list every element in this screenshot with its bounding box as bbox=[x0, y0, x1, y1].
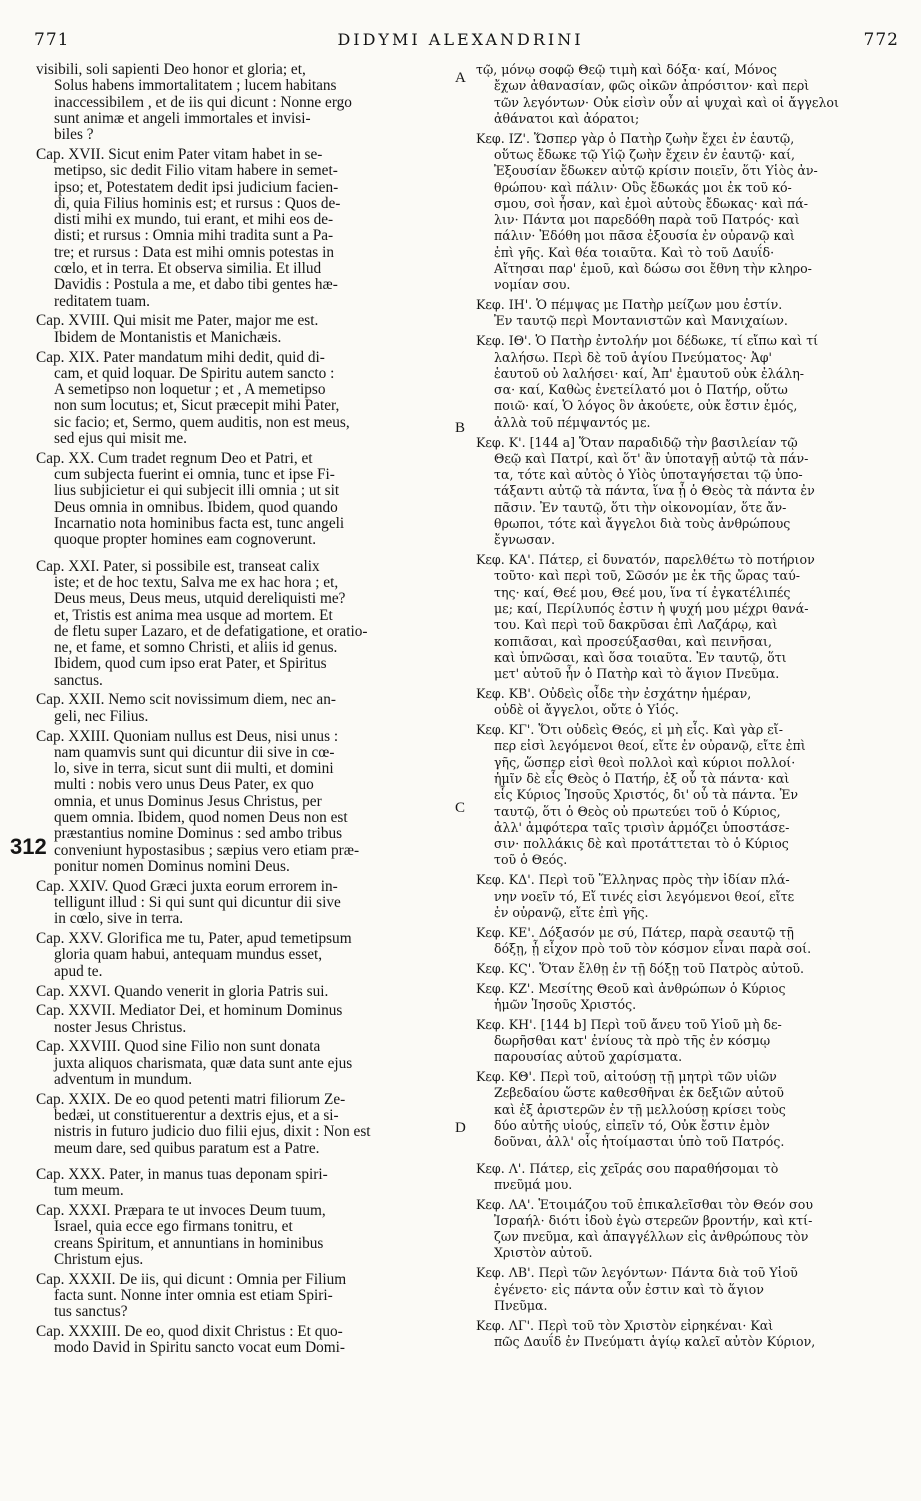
margin-letter-b: B bbox=[455, 420, 466, 436]
entry-line: biles ? bbox=[54, 126, 94, 144]
running-header bbox=[0, 0, 921, 60]
entry-line: nistris in futuro judicio duo filii ejus, dixit : Non est bbox=[54, 1123, 371, 1141]
entry-first-line: Κεφ. ΚΘ'. Περὶ τοῦ, αἰτούσῃ τῇ μητρὶ τῶν υἱῶν bbox=[476, 1069, 777, 1085]
entry-first-line: Κεφ. Λ'. Πάτερ, εἰς χεῖράς σου παραθήσομαι τὸ bbox=[476, 1160, 779, 1176]
entry-line: με; καί, Περίλυπός ἐστιν ἡ ψυχή μου μέχρι θανά- bbox=[494, 601, 809, 616]
entry-line: λαλήσω. Περὶ δὲ τοῦ ἁγίου Πνεύματος· Ἀφ' bbox=[494, 349, 772, 365]
entry-line: inaccessibilem , et de iis qui dicunt : Nonne ergo bbox=[54, 93, 352, 111]
entry-line: τοῦτο· καὶ περὶ τοῦ, Σῶσόν με ἐκ τῆς ὥρας ταύ- bbox=[494, 568, 800, 584]
latin-entry bbox=[36, 147, 454, 310]
latin-entry bbox=[36, 62, 454, 143]
entry-line: iste; et de hoc textu, Salva me ex hac hora ; et, bbox=[54, 573, 339, 591]
greek-entry bbox=[476, 925, 902, 958]
entry-line: de fletu super Lazaro, et de defatigatione, et oratio- bbox=[54, 622, 368, 640]
entry-line: creans Spiritum, et annuntians in hominibus bbox=[54, 1234, 324, 1252]
entry-line: κοπιᾶσαι, καὶ προσεύξασθαι, καὶ πεινῆσαι, bbox=[494, 633, 772, 649]
entry-line: ζων πνεῦμα, καὶ ἀπαγγέλλων εἰς ἀνθρώπους τὸν bbox=[494, 1229, 809, 1245]
entry-line: A semetipso non loquetur ; et , A memetipso bbox=[54, 381, 326, 399]
entry-line: Ἐν ταυτῷ περὶ Μοντανιστῶν καὶ Μανιχαίων. bbox=[494, 313, 788, 329]
entry-first-line: Κεφ. ΙΖ'. Ὥσπερ γὰρ ὁ Πατὴρ ζωὴν ἔχει ἐν ἑαυτῷ, bbox=[476, 130, 795, 146]
entry-line: Χριστὸν αὐτοῦ. bbox=[494, 1245, 593, 1261]
page-number-left: 771 bbox=[34, 30, 70, 50]
entry-line: ἐν οὐρανῷ, εἴτε ἐπὶ γῆς. bbox=[494, 904, 649, 920]
greek-entry bbox=[476, 1161, 902, 1194]
entry-first-line: Κεφ. ΚΑ'. Πάτερ, εἰ δυνατόν, παρελθέτω τὸ ποτήριον bbox=[476, 552, 815, 568]
greek-entry bbox=[476, 435, 902, 549]
entry-line: facta sunt. Nonne inter omnia est etiam Spiri- bbox=[54, 1287, 333, 1305]
entry-line: του. Καὶ περὶ τοῦ δακρῦσαι ἐπὶ Λαζάρῳ, καὶ bbox=[494, 617, 778, 633]
entry-line: ἐπὶ γῆς. Καὶ θέα τοιαῦτα. Καὶ τὸ τοῦ Δαυΐδ· bbox=[494, 244, 775, 260]
entry-first-line: Κεφ. ΙΘ'. Ὁ Πατὴρ ἐντολήν μοι δέδωκε, τί εἴπω καὶ τί bbox=[476, 333, 819, 349]
entry-line: cam, et quid loquar. De Spiritu autem sancto : bbox=[54, 364, 335, 382]
column-number: 312 bbox=[10, 834, 47, 859]
entry-first-line: Cap. XXXIII. De eo, quod dixit Christus : Et quo- bbox=[36, 1323, 343, 1341]
entry-line: tus sanctus? bbox=[54, 1303, 128, 1321]
entry-line: lius subjicietur ei qui subjecit illi omnia ; ut sit bbox=[54, 482, 340, 500]
page-number-right: 772 bbox=[863, 30, 899, 50]
entry-line: ἑαυτοῦ οὐ λαλήσει· καί, Ἀπ' ἐμαυτοῦ οὐκ ἐλάλη- bbox=[494, 365, 805, 381]
entry-line: geli, nec Filius. bbox=[54, 707, 149, 725]
latin-entry bbox=[36, 1003, 454, 1036]
greek-entry bbox=[476, 297, 902, 330]
latin-entry bbox=[36, 1092, 454, 1157]
entry-line: lo, sive in terra, sicut sunt dii multi, et domini bbox=[54, 760, 334, 778]
latin-entry bbox=[36, 451, 454, 549]
entry-line: in cœlo, sive in terra. bbox=[54, 910, 184, 928]
entry-line: νομίαν σου. bbox=[494, 277, 571, 293]
greek-entry bbox=[476, 961, 902, 977]
latin-entry bbox=[36, 1203, 454, 1268]
entry-line: ἔχων ἀθανασίαν, φῶς οἰκῶν ἀπρόσιτον· καὶ περὶ bbox=[494, 78, 810, 94]
greek-entry bbox=[476, 722, 902, 869]
entry-line: δωρῆσθαι κατ' ἐνίους τὰ πρὸ τῆς ἐν κόσμῳ bbox=[494, 1032, 771, 1048]
entry-first-line: τῷ, μόνῳ σοφῷ Θεῷ τιμὴ καὶ δόξα· καί, Μόνος bbox=[476, 62, 777, 77]
latin-entry bbox=[36, 1039, 454, 1088]
greek-entry bbox=[476, 872, 902, 921]
entry-line: multi : nobis vero unus Deus Pater, ex quo bbox=[54, 776, 314, 794]
entry-first-line: Cap. XXII. Nemo scit novissimum diem, nec an- bbox=[36, 691, 336, 709]
entry-line: τάξαντι αὐτῷ τὰ πάντα, ἵνα ᾖ ὁ Θεὸς τὰ πάντα ἐν bbox=[494, 483, 815, 499]
entry-first-line: Cap. XXI. Pater, si possibile est, transeat calix bbox=[36, 557, 320, 575]
entry-first-line: Cap. XXIV. Quod Græci juxta eorum errorem in- bbox=[36, 877, 338, 895]
entry-first-line: Cap. XX. Cum tradet regnum Deo et Patri, et bbox=[36, 449, 313, 467]
entry-first-line: Κεφ. ΛΑ'. Ἑτοιμάζου τοῦ ἐπικαλεῖσθαι τὸν Θεόν σου bbox=[476, 1196, 814, 1212]
entry-line: disti mihi ex mundo, tui erant, et mihi eos de- bbox=[54, 211, 334, 229]
entry-line: Ἐξουσίαν ἔδωκεν αὐτῷ κρίσιν ποιεῖν, ὅτι Υἱὸς ἀν- bbox=[494, 163, 818, 179]
entry-line: της· καί, Θεέ μου, Θεέ μου, ἵνα τί ἐγκατέλιπές bbox=[494, 584, 791, 600]
latin-entry bbox=[36, 729, 454, 876]
entry-line: disti; et rursus : Omnia mihi tradita sunt a Pa- bbox=[54, 227, 334, 245]
entry-first-line: Cap. XXVI. Quando venerit in gloria Patris sui. bbox=[36, 982, 329, 1000]
entry-line: θρώπου· καὶ πάλιν· Οὓς ἔδωκάς μοι ἐκ τοῦ κό- bbox=[494, 179, 792, 195]
entry-line: οὕτως ἔδωκε τῷ Υἱῷ ζωὴν ἔχειν ἐν ἑαυτῷ· καί, bbox=[494, 146, 796, 162]
latin-entry bbox=[36, 1324, 454, 1357]
greek-entry bbox=[476, 686, 902, 719]
entry-line: di, quia Filius hominis est; et rursus : Quos de- bbox=[54, 194, 341, 212]
latin-entry bbox=[36, 350, 454, 448]
entry-line: noster Jesus Christus. bbox=[54, 1018, 187, 1036]
entry-line: cœlo, et in terra. Et observa similia. Et illud bbox=[54, 260, 322, 278]
entry-line: ἔγνωσαν. bbox=[494, 532, 555, 548]
entry-line: πῶς Δαυΐδ ἐν Πνεύματι ἁγίῳ καλεῖ αὐτὸν Κύριον, bbox=[494, 1333, 816, 1349]
entry-line: cum subjecta fuerint ei omnia, tunc et ipse Fi- bbox=[54, 466, 335, 484]
entry-line: ἡμῶν Ἰησοῦς Χριστός. bbox=[494, 996, 637, 1012]
entry-line: εἷς Κύριος Ἰησοῦς Χριστός, δι' οὗ τὰ πάντα. Ἐν bbox=[494, 787, 799, 803]
entry-line: δόξῃ, ᾗ εἶχον πρὸ τοῦ τὸν κόσμον εἶναι παρὰ σοί. bbox=[494, 940, 812, 956]
entry-line: et, Tristis est anima mea usque ad mortem. Et bbox=[54, 606, 333, 624]
entry-first-line: visibili, soli sapienti Deo honor et gloria; et, bbox=[36, 61, 306, 78]
entry-line: λιν· Πάντα μοι παρεδόθη παρὰ τοῦ Πατρός· καὶ bbox=[494, 212, 800, 228]
entry-first-line: Cap. XIX. Pater mandatum mihi dedit, quid di- bbox=[36, 348, 325, 366]
greek-entry bbox=[476, 333, 902, 431]
entry-line: bedæi, ut constituerentur a dextris ejus, et a si- bbox=[54, 1107, 339, 1125]
entry-line: quem omnia. Ibidem, quod nomen Deus non est bbox=[54, 809, 348, 827]
entry-line: Incarnatio nota hominibus facta est, tunc angeli bbox=[54, 515, 345, 533]
latin-entry bbox=[36, 879, 454, 928]
entry-line: Θεῷ καὶ Πατρί, καὶ ὅτ' ἂν ὑποταγῇ αὐτῷ τὰ πάν- bbox=[494, 450, 809, 466]
entry-line: δοῦναι, ἀλλ' οἷς ἡτοίμασται ὑπὸ τοῦ Πατρός. bbox=[494, 1134, 785, 1150]
greek-entry bbox=[476, 981, 902, 1014]
entry-first-line: Κεφ. ΚΒ'. Οὐδεὶς οἶδε τὴν ἐσχάτην ἡμέραν, bbox=[476, 685, 752, 701]
greek-entry bbox=[476, 1197, 902, 1262]
entry-line: καὶ ἐξ ἀριστερῶν ἐν τῇ μελλούσῃ κρίσει τοὺς bbox=[494, 1101, 786, 1117]
entry-line: apud te. bbox=[54, 962, 103, 980]
greek-entry bbox=[476, 552, 902, 682]
entry-line: ἐγένετο· εἰς πάντα οὖν ἐστιν καὶ τὸ ἅγιον bbox=[494, 1281, 764, 1297]
entry-first-line: Cap. XXVII. Mediator Dei, et hominum Dominus bbox=[36, 1002, 343, 1020]
greek-entry bbox=[476, 1318, 902, 1351]
entry-first-line: Cap. XXXI. Præpara te ut invoces Deum tuum, bbox=[36, 1202, 326, 1220]
entry-line: metipso, sic dedit Filio vitam habere in semet- bbox=[54, 162, 338, 180]
entry-first-line: Κεφ. ΚΗ'. [144 b] Περὶ τοῦ ἄνευ τοῦ Υἱοῦ μὴ δε- bbox=[476, 1016, 782, 1032]
latin-entry bbox=[36, 1272, 454, 1321]
entry-line: πνεῦμά μου. bbox=[494, 1176, 573, 1192]
latin-column bbox=[36, 62, 454, 1360]
entry-line: Ζεβεδαίου ὥστε καθεσθῆναι ἐκ δεξιῶν αὐτοῦ bbox=[494, 1085, 784, 1101]
latin-entry bbox=[36, 931, 454, 980]
entry-line: sic facio; et, Sermo, quem auditis, non est meus, bbox=[54, 413, 350, 431]
greek-entry bbox=[476, 1069, 902, 1150]
entry-line: τοῦ ὁ Θεός. bbox=[494, 852, 568, 868]
entry-line: quoque propter homines eam cognoverunt. bbox=[54, 531, 317, 549]
entry-line: sanctus. bbox=[54, 671, 103, 689]
entry-first-line: Cap. XXV. Glorifica me tu, Pater, apud temetipsum bbox=[36, 930, 352, 948]
entry-line: σιν· πολλάκις δὲ καὶ προτάττεται τὸ ὁ Κύριος bbox=[494, 836, 789, 852]
entry-line: Israel, quia ecce ego firmans tonitru, et bbox=[54, 1218, 293, 1236]
entry-line: Davidis : Postula a me, et dabo tibi gentes hæ- bbox=[54, 276, 338, 294]
entry-line: ποιῶ· καί, Ὁ λόγος ὃν ἀκούετε, οὐκ ἔστιν ἐμός, bbox=[494, 398, 798, 414]
entry-line: gloria quam habui, antequam mundus esset, bbox=[54, 946, 323, 964]
entry-first-line: Κεφ. ΚϚ'. Ὅταν ἔλθῃ ἐν τῇ δόξῃ τοῦ Πατρὸς αὐτοῦ. bbox=[476, 960, 805, 976]
entry-line: ἀθάνατοι καὶ ἀόρατοι; bbox=[494, 110, 640, 126]
entry-first-line: Κεφ. ΙΗ'. Ὁ πέμψας με Πατὴρ μείζων μου ἐστίν. bbox=[476, 297, 783, 313]
entry-line: οὐδὲ οἱ ἄγγελοι, οὔτε ὁ Υἱός. bbox=[494, 702, 679, 718]
entry-line: πάλιν· Ἐδόθη μοι πᾶσα ἐξουσία ἐν οὐρανῷ καὶ bbox=[494, 228, 795, 244]
entry-line: ἀλλὰ τοῦ πέμψαντός με. bbox=[494, 414, 651, 430]
entry-first-line: Κεφ. ΛΓ'. Περὶ τοῦ τὸν Χριστὸν εἰρηκέναι· Καὶ bbox=[476, 1317, 774, 1333]
entry-line: νην νοεῖν τό, Εἴ τινές εἰσι λεγόμενοι θεοί, εἴτε bbox=[494, 888, 795, 904]
entry-line: juxta aliquos charismata, quæ data sunt ante ejus bbox=[54, 1054, 353, 1072]
entry-first-line: Κεφ. ΚΓ'. Ὅτι οὐδεὶς Θεός, εἰ μὴ εἷς. Καὶ γὰρ εἴ- bbox=[476, 722, 783, 738]
greek-column bbox=[476, 62, 902, 1354]
entry-line: omnia, et unus Dominus Jesus Christus, per bbox=[54, 792, 322, 810]
margin-letter-a: A bbox=[455, 70, 466, 86]
entry-line: Solus habens immortalitatem ; lucem habitans bbox=[54, 77, 337, 95]
entry-line: ἀλλ' ἀμφότερα ταῖς τρισὶν ἁρμόζει ὑποστάσε- bbox=[494, 819, 790, 835]
latin-entry bbox=[36, 313, 454, 346]
entry-line: Αἴτησαι παρ' ἐμοῦ, καὶ δώσω σοι ἔθνη τὴν κληρο- bbox=[494, 261, 812, 277]
entry-line: reditatem tuam. bbox=[54, 292, 150, 310]
running-title: DIDYMI ALEXANDRINI bbox=[337, 30, 584, 49]
entry-line: ipso; et, Potestatem dedit ipsi judicium facien- bbox=[54, 178, 339, 196]
entry-line: telligunt illud : Si qui sunt qui dicuntur dii sive bbox=[54, 894, 341, 912]
entry-line: ταυτῷ, ὅτι ὁ Θεὸς οὐ πρωτεύει τοῦ ὁ Κύριος, bbox=[494, 803, 781, 819]
entry-line: τῶν λεγόντων· Οὐκ εἰσὶν οὖν αἱ ψυχαὶ καὶ οἱ ἄγγελοι bbox=[494, 94, 839, 110]
entry-first-line: Κεφ. ΚΕ'. Δόξασόν με σύ, Πάτερ, παρὰ σεαυτῷ τῇ bbox=[476, 924, 794, 940]
entry-first-line: Κεφ. Κ'. [144 a] Ὅταν παραδιδῷ τὴν βασιλείαν τῷ bbox=[476, 434, 798, 450]
entry-line: ne, et fame, et somno Christi, et aliis id genus. bbox=[54, 639, 338, 657]
entry-line: conveniunt hypostasibus ; sæpius vero etiam præ- bbox=[54, 841, 360, 859]
greek-entry bbox=[476, 1265, 902, 1314]
latin-entry bbox=[36, 984, 454, 1000]
entry-line: Christum ejus. bbox=[54, 1250, 144, 1268]
margin-letter-d: D bbox=[455, 1120, 466, 1136]
entry-line: γῆς, ὥσπερ εἰσὶ θεοὶ πολλοὶ καὶ κύριοι πολλοί· bbox=[494, 754, 796, 770]
entry-line: Πνεῦμα. bbox=[494, 1297, 548, 1313]
entry-first-line: Κεφ. ΚΔ'. Περὶ τοῦ Ἕλληνας πρὸς τὴν ἰδίαν πλά- bbox=[476, 872, 790, 888]
entry-line: Deus meus, Deus meus, utquid dereliquisti me? bbox=[54, 590, 346, 608]
greek-entry bbox=[476, 131, 902, 294]
entry-line: modo David in Spiritu sancto vocat eum Domi- bbox=[54, 1339, 346, 1357]
entry-line: πᾶσιν. Ἐν ταυτῷ, ὅτι τὴν οἰκονομίαν, ὅτε ἄν- bbox=[494, 499, 787, 515]
entry-line: σα· καί, Καθὼς ἐνετείλατό μοι ὁ Πατήρ, οὕτω bbox=[494, 382, 788, 398]
entry-first-line: Cap. XVII. Sicut enim Pater vitam habet in se- bbox=[36, 145, 323, 163]
entry-line: μετ' αὐτοῦ ἦν ὁ Πατὴρ καὶ τὸ ἅγιον Πνεῦμα. bbox=[494, 666, 780, 682]
entry-line: adventum in mundum. bbox=[54, 1071, 193, 1089]
latin-entry bbox=[36, 1167, 454, 1200]
entry-line: τα, τότε καὶ αὐτὸς ὁ Υἱὸς ὑποταγήσεται τῷ ὑπο- bbox=[494, 467, 803, 483]
entry-line: sed ejus qui misit me. bbox=[54, 430, 187, 448]
entry-line: nam quamvis sunt qui dicuntur dii sive in cœ- bbox=[54, 743, 335, 761]
entry-line: σμου, σοὶ ἦσαν, καὶ ἐμοὶ αὐτοὺς ἔδωκας· καὶ πά- bbox=[494, 195, 809, 211]
entry-first-line: Cap. XXVIII. Quod sine Filio non sunt donata bbox=[36, 1038, 321, 1056]
entry-line: tre; et rursus : Data est mihi omnis potestas in bbox=[54, 243, 334, 261]
greek-entry bbox=[476, 1017, 902, 1066]
entry-first-line: Cap. XXIII. Quoniam nullus est Deus, nisi unus : bbox=[36, 727, 339, 745]
entry-line: præstantius nomine Dominus : sed ambo tribus bbox=[54, 825, 343, 843]
entry-line: περ εἰσὶ λεγόμενοι θεοί, εἴτε ἐν οὐρανῷ, εἴτε ἐπὶ bbox=[494, 738, 806, 754]
entry-line: Ibidem de Montanistis et Manichæis. bbox=[54, 328, 282, 346]
entry-first-line: Κεφ. ΚΖ'. Μεσίτης Θεοῦ καὶ ἀνθρώπων ὁ Κύριος bbox=[476, 980, 786, 996]
latin-entry bbox=[36, 559, 454, 689]
entry-line: θρωποι, τότε καὶ ἄγγελοι διὰ τοὺς ἀνθρώπους bbox=[494, 516, 791, 532]
greek-entry bbox=[476, 62, 902, 127]
entry-line: ponitur nomen Dominus nomini Deus. bbox=[54, 857, 290, 875]
entry-line: Ἰσραήλ· διότι ἰδοὺ ἐγὼ στερεῶν βροντήν, καὶ κτί- bbox=[494, 1212, 813, 1228]
entry-line: tum meum. bbox=[54, 1182, 124, 1200]
entry-first-line: Cap. XVIII. Qui misit me Pater, major me est. bbox=[36, 312, 319, 330]
entry-line: παρουσίας αὐτοῦ χαρίσματα. bbox=[494, 1049, 683, 1065]
entry-first-line: Κεφ. ΛΒ'. Περὶ τῶν λεγόντων· Πάντα διὰ τοῦ Υἱοῦ bbox=[476, 1265, 798, 1281]
entry-line: Deus omnia in omnibus. Ibidem, quod quando bbox=[54, 498, 338, 516]
margin-letter-c: C bbox=[455, 800, 466, 816]
latin-entry bbox=[36, 692, 454, 725]
entry-first-line: Cap. XXXII. De iis, qui dicunt : Omnia per Filium bbox=[36, 1270, 347, 1288]
entry-line: sunt animæ et angeli immortales et invisi- bbox=[54, 109, 311, 127]
entry-line: Ibidem, quod cum ipso erat Pater, et Spiritus bbox=[54, 655, 327, 673]
entry-first-line: Cap. XXX. Pater, in manus tuas deponam spiri- bbox=[36, 1166, 328, 1183]
entry-line: meum dare, sed quibus paratum est a Patre. bbox=[54, 1139, 320, 1157]
entry-line: non sum locutus; et, Sicut præcepit mihi Pater, bbox=[54, 397, 340, 415]
entry-first-line: Cap. XXIX. De eo quod petenti matri filiorum Ze- bbox=[36, 1090, 346, 1108]
entry-line: ἡμῖν δὲ εἷς Θεὸς ὁ Πατήρ, ἐξ οὗ τὰ πάντα· καὶ bbox=[494, 770, 790, 786]
entry-line: δύο αὐτῆς υἱούς, εἰπεῖν τό, Οὐκ ἔστιν ἐμὸν bbox=[494, 1117, 770, 1133]
entry-line: καὶ ὑπνῶσαι, καὶ ὅσα τοιαῦτα. Ἐν ταυτῷ, ὅτι bbox=[494, 649, 787, 665]
